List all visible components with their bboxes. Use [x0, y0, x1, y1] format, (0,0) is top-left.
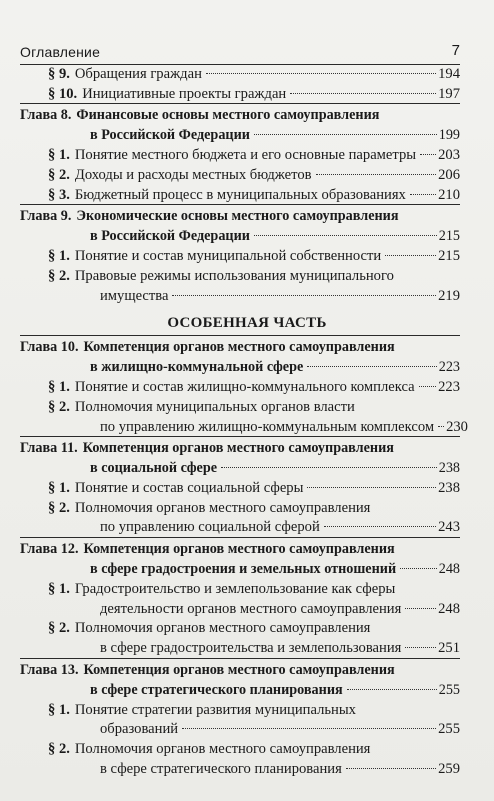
toc-entry-label: [48, 377, 415, 397]
toc-entry-title: в Российской Федерации: [90, 228, 250, 244]
toc-entry-label: [48, 145, 416, 165]
toc-leader-dots: [419, 386, 437, 387]
toc-entry-title: Компетенция органов местного самоуправления: [82, 440, 394, 456]
toc-chapter-line: [90, 125, 460, 145]
toc-entry-title: Полномочия органов местного самоуправления: [74, 620, 371, 636]
chapter-divider: [20, 436, 460, 437]
toc-page-number: 223: [438, 379, 460, 395]
toc-leader-dots: [400, 568, 437, 569]
toc-entry-label: [90, 680, 343, 700]
toc-chapter-line: [20, 438, 460, 458]
toc-page-number: 215: [438, 248, 460, 264]
toc-section-line: [100, 599, 460, 619]
toc-entry-title: образований: [100, 721, 179, 737]
toc-section-line: [48, 618, 460, 638]
toc-entry-label: [90, 226, 250, 246]
toc-section-line: [48, 165, 460, 185]
toc-entry-label: [48, 84, 286, 104]
toc-entry-label: [48, 579, 395, 599]
toc-leader-dots: [347, 689, 437, 690]
toc-entry-label: [20, 105, 379, 125]
toc-entry-title: Компетенция органов местного самоуправления: [83, 662, 395, 678]
chapter-divider: [20, 204, 460, 205]
toc-entry-title: Доходы и расходы местных бюджетов: [74, 167, 312, 183]
toc-entry-label: [20, 206, 399, 226]
toc-entry-label: [20, 337, 395, 357]
toc-section-line: [100, 638, 460, 658]
toc-entry-number: Глава 12.: [20, 541, 79, 557]
toc-section-line: [48, 266, 460, 286]
toc-entry-title: Понятие и состав жилищно-коммунального комплекса: [74, 379, 415, 395]
running-header-title: Оглавление: [20, 44, 101, 60]
toc-leader-dots: [290, 93, 436, 94]
toc-chapter-line: [20, 206, 460, 226]
toc-entry-label: [100, 719, 178, 739]
toc-entry-title: Бюджетный процесс в муниципальных образованиях: [74, 187, 406, 203]
toc-leader-dots: [410, 194, 436, 195]
toc-page-number: 215: [438, 228, 460, 244]
toc-entry-number: Глава 13.: [20, 662, 79, 678]
toc-section-line: [48, 478, 460, 498]
toc-page-number: 238: [438, 460, 460, 476]
toc-entry-label: [90, 125, 250, 145]
toc-entry-label: [100, 286, 168, 306]
toc-leader-dots: [307, 487, 436, 488]
toc-entry-number: § 10.: [48, 86, 78, 102]
toc-section-line: [100, 286, 460, 306]
toc-entry-label: [20, 438, 394, 458]
toc-section-line: [100, 759, 460, 779]
toc-entry-label: [100, 599, 401, 619]
toc-entry-label: [48, 266, 394, 286]
toc-leader-dots: [182, 728, 436, 729]
toc-entry-title: в сфере стратегического планирования: [90, 682, 343, 698]
toc-entry-number: § 1.: [48, 248, 70, 264]
toc-entry-number: § 1.: [48, 379, 70, 395]
toc-page-number: 259: [438, 761, 460, 777]
toc-entry-label: [100, 759, 342, 779]
toc-page-number: 199: [438, 127, 460, 143]
toc-section-line: [100, 517, 460, 537]
toc-entry-title: в сфере градостроения и земельных отношений: [90, 561, 397, 577]
toc-section-line: [100, 719, 460, 739]
toc-entry-number: § 1.: [48, 480, 70, 496]
toc-chapter-line: [90, 458, 460, 478]
chapter-divider: [20, 335, 460, 336]
toc-page-number: 219: [438, 288, 460, 304]
toc-chapter-line: [20, 660, 460, 680]
toc-entry-number: § 2.: [48, 500, 70, 516]
toc-entry-number: Глава 11.: [20, 440, 78, 456]
toc-entry-number: Глава 9.: [20, 208, 72, 224]
toc-chapter-line: [90, 357, 460, 377]
toc-page-number: 230: [446, 419, 468, 435]
toc-page-number: 255: [438, 682, 460, 698]
toc-entry-title: Полномочия муниципальных органов власти: [74, 399, 355, 415]
toc-entry-label: [48, 246, 381, 266]
toc-chapter-line: [90, 680, 460, 700]
toc-entry-number: Глава 10.: [20, 339, 79, 355]
toc-chapter-line: [90, 226, 460, 246]
toc-entry-label: [100, 638, 401, 658]
toc-entry-title: в социальной сфере: [90, 460, 218, 476]
toc-leader-dots: [420, 154, 436, 155]
toc-section-line: [48, 397, 460, 417]
toc-page-number: 194: [438, 66, 460, 82]
toc-entry-label: [48, 397, 355, 417]
toc-leader-dots: [324, 526, 436, 527]
toc-entry-title: Правовые режимы использования муниципального: [74, 268, 394, 284]
toc-entry-label: [48, 618, 370, 638]
toc-entry-label: [90, 559, 396, 579]
toc-entry-title: Понятие и состав социальной сферы: [74, 480, 304, 496]
toc-entry-label: [48, 700, 356, 720]
toc-entry-title: имущества: [100, 288, 169, 304]
chapter-divider: [20, 658, 460, 659]
toc-entry-title: в сфере градостроительства и землепользования: [100, 640, 402, 656]
toc-section-line: [48, 185, 460, 205]
toc-entry-label: [48, 165, 312, 185]
toc-entry-title: Полномочия органов местного самоуправления: [74, 741, 371, 757]
toc-section-line: [100, 417, 468, 437]
toc-entry-title: Экономические основы местного самоуправления: [76, 208, 399, 224]
toc-entry-title: Понятие и состав муниципальной собственности: [74, 248, 382, 264]
toc-entry-number: § 2.: [48, 167, 70, 183]
toc-page-number: 255: [438, 721, 460, 737]
toc-entry-number: § 2.: [48, 620, 70, 636]
toc-entry-number: § 9.: [48, 66, 70, 82]
toc-entry-title: Градостроительство и землепользование как сферы: [74, 581, 396, 597]
toc-entry-label: [48, 478, 303, 498]
toc-entry-title: по управлению социальной сферой: [100, 519, 320, 535]
toc-leader-dots: [307, 366, 436, 367]
toc-entry-title: Компетенция органов местного самоуправления: [83, 339, 395, 355]
toc-leader-dots: [254, 235, 437, 236]
toc-entry-number: § 2.: [48, 741, 70, 757]
toc-page-number: 243: [438, 519, 460, 535]
page-number: 7: [451, 42, 460, 59]
toc-entry-number: § 1.: [48, 581, 70, 597]
toc-page-number: 248: [438, 601, 460, 617]
toc-entry-title: Инициативные проекты граждан: [82, 86, 287, 102]
toc-page-number: 197: [438, 86, 460, 102]
toc-entry-label: [48, 498, 370, 518]
toc-leader-dots: [405, 608, 436, 609]
toc-entry-number: § 1.: [48, 147, 70, 163]
toc-entry-number: § 2.: [48, 399, 70, 415]
toc-page-number: 248: [438, 561, 460, 577]
toc-entry-label: [90, 357, 303, 377]
toc-section-line: [48, 145, 460, 165]
toc-entry-title: Понятие стратегии развития муниципальных: [74, 702, 356, 718]
toc-page-number: 206: [438, 167, 460, 183]
toc-section-line: [48, 377, 460, 397]
toc-leader-dots: [221, 467, 437, 468]
toc-entry-title: в жилищно-коммунальной сфере: [90, 359, 304, 375]
toc-leader-dots: [172, 295, 436, 296]
section-heading: ОСОБЕННАЯ ЧАСТЬ: [167, 315, 327, 331]
toc-entry-label: [100, 517, 320, 537]
toc-entry-number: Глава 8.: [20, 107, 72, 123]
toc-entry-label: [90, 458, 217, 478]
toc-page-number: 223: [438, 359, 460, 375]
toc-chapter-line: [20, 539, 460, 559]
toc-chapter-line: [90, 559, 460, 579]
toc-entry-label: [20, 660, 395, 680]
toc-section-line: [48, 84, 460, 104]
toc-leader-dots: [316, 174, 437, 175]
toc-entry-title: в Российской Федерации: [90, 127, 250, 143]
toc-entry-title: Финансовые основы местного самоуправления: [76, 107, 380, 123]
chapter-divider: [20, 103, 460, 104]
toc-chapter-line: [20, 337, 460, 357]
toc-entry-title: Полномочия органов местного самоуправления: [74, 500, 371, 516]
toc-entry-number: § 3.: [48, 187, 70, 203]
toc-page-number: 210: [438, 187, 460, 203]
toc-entry-number: § 2.: [48, 268, 70, 284]
toc-chapter-line: [20, 105, 460, 125]
toc-entry-title: деятельности органов местного самоуправления: [100, 601, 402, 617]
toc-entry-label: [48, 739, 370, 759]
chapter-divider: [20, 537, 460, 538]
toc-entry-number: § 1.: [48, 702, 70, 718]
toc-entry-label: [48, 185, 406, 205]
toc-page-number: 203: [438, 147, 460, 163]
toc-leader-dots: [206, 73, 436, 74]
toc-section-line: [48, 246, 460, 266]
toc-leader-dots: [405, 647, 436, 648]
toc-entry-label: [100, 417, 434, 437]
toc-leader-dots: [385, 255, 436, 256]
toc-entry-title: Понятие местного бюджета и его основные параметры: [74, 147, 417, 163]
toc-leader-dots: [254, 134, 437, 135]
toc-page-number: 238: [438, 480, 460, 496]
toc-entry-title: в сфере стратегического планирования: [100, 761, 342, 777]
toc-entry-title: Компетенция органов местного самоуправления: [83, 541, 395, 557]
toc-section-line: [48, 579, 460, 599]
toc-page-number: 251: [438, 640, 460, 656]
toc-leader-dots: [346, 768, 436, 769]
toc-entry-label: [48, 64, 202, 84]
toc-section-line: [48, 739, 460, 759]
toc-leader-dots: [438, 426, 444, 427]
toc-entry-label: [20, 539, 395, 559]
toc-section-line: [48, 700, 460, 720]
toc-section-line: [48, 498, 460, 518]
toc-section-line: [48, 64, 460, 84]
toc-entry-title: Обращения граждан: [74, 66, 202, 82]
toc-entry-title: по управлению жилищно-коммунальным комплексом: [100, 419, 435, 435]
